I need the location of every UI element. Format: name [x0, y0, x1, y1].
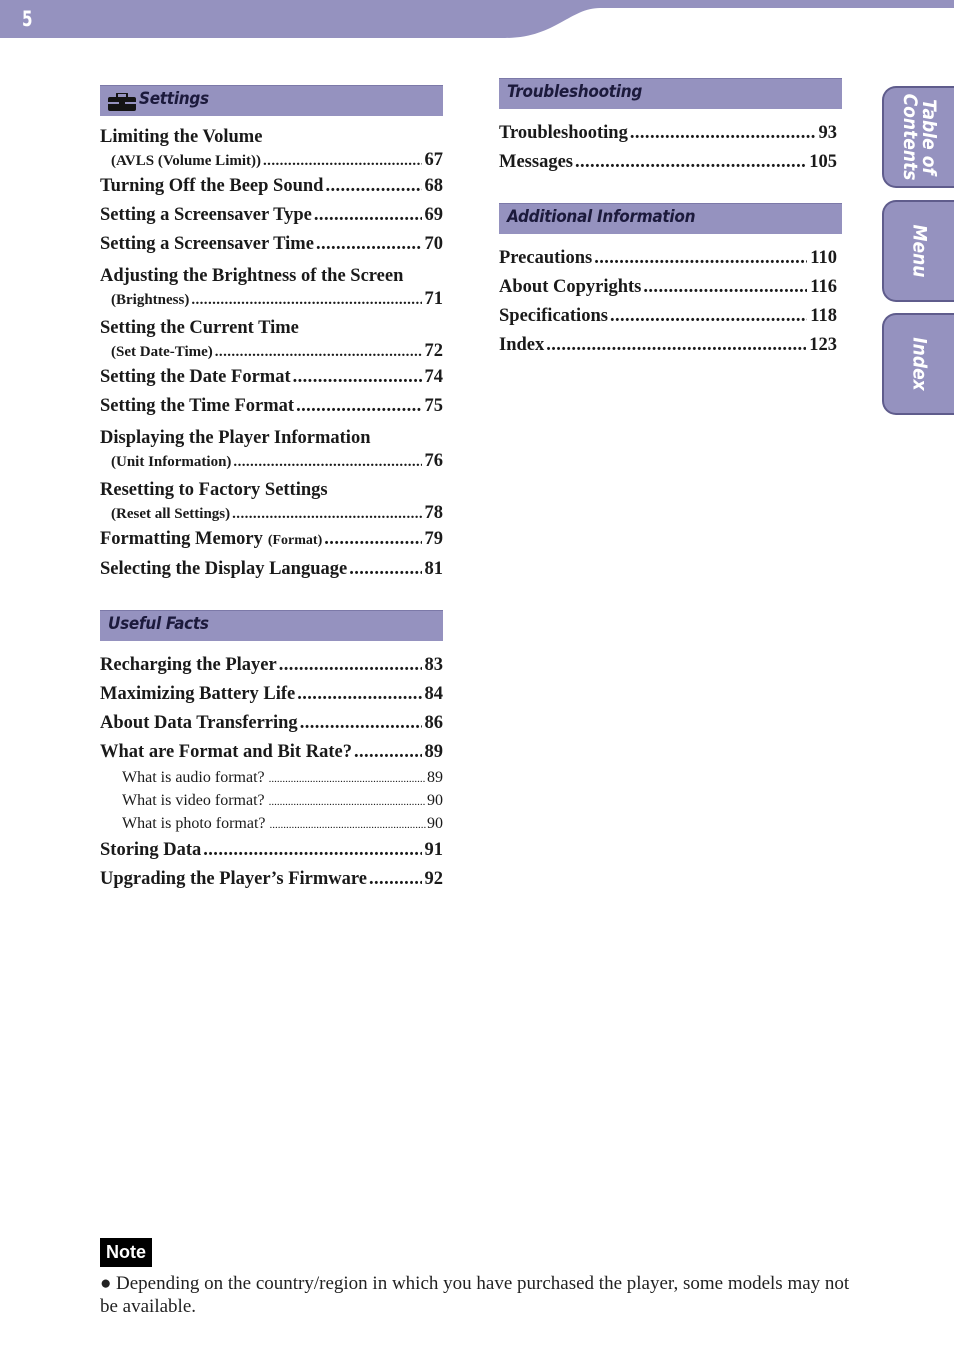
toc-subentry-page: 90: [427, 792, 443, 809]
toc-entry-page: 110: [810, 248, 837, 268]
toc-entry-page: 105: [809, 152, 837, 172]
dot-leader: [279, 651, 422, 680]
toc-entry[interactable]: [100, 427, 443, 473]
toc-entry-line: [499, 119, 837, 148]
toc-entry-title-line: [100, 479, 443, 502]
toc-entry-page: 69: [424, 205, 443, 225]
dot-leader: [314, 201, 422, 230]
dot-leader: [300, 709, 422, 738]
toc-entry[interactable]: [100, 865, 443, 894]
toc-entry[interactable]: [100, 680, 443, 709]
toc-entry-title: Setting a Screensaver Type: [100, 205, 312, 225]
toc-entry-page: 67: [424, 150, 443, 170]
toc-subentry[interactable]: [100, 767, 443, 790]
left-column: [100, 85, 443, 894]
toc-entry-line: [499, 273, 837, 302]
troubleshooting-section-title: Troubleshooting: [507, 82, 642, 102]
toc-entry[interactable]: [499, 244, 837, 273]
toc-entry-subtitle: (Reset all Settings): [111, 506, 231, 522]
toc-entry[interactable]: [100, 265, 443, 311]
toc-entry[interactable]: [100, 709, 443, 738]
toc-subentry[interactable]: [100, 790, 443, 813]
tab-menu-label: Menu: [908, 224, 931, 278]
toc-entry[interactable]: [499, 302, 837, 331]
toc-entry-line: [100, 709, 443, 738]
toc-entry-page: 91: [424, 840, 443, 860]
toc-entry-title-line: [100, 126, 443, 149]
toc-entry-line: [100, 836, 443, 865]
toc-subentry-title: What is photo format?: [122, 815, 266, 832]
toc-entry-page: 68: [424, 176, 443, 196]
toc-entry-title: Maximizing Battery Life: [100, 684, 296, 704]
toc-entry[interactable]: [100, 363, 443, 392]
toc-entry-page: 75: [424, 396, 443, 416]
toc-entry-page: 89: [424, 742, 443, 762]
dot-leader: [354, 738, 422, 767]
toc-entry-page: 83: [424, 655, 443, 675]
useful-facts-section-header: [100, 610, 443, 641]
toc-entry-page: 86: [424, 713, 443, 733]
toc-entry[interactable]: [100, 317, 443, 363]
settings-entries: [100, 126, 443, 584]
toc-entry-title: Setting the Current Time: [100, 318, 299, 338]
dot-leader: [293, 363, 422, 392]
top-bar: [0, 0, 954, 40]
toc-entry[interactable]: [499, 119, 837, 148]
toc-entry[interactable]: [100, 555, 443, 584]
dot-leader: [349, 555, 421, 584]
toc-entry-page: 118: [810, 306, 837, 326]
toc-entry-title: Recharging the Player: [100, 655, 277, 675]
toc-entry-title: Formatting Memory: [100, 529, 263, 549]
useful-facts-entries: [100, 651, 443, 894]
toc-entry-line: [499, 331, 837, 360]
toc-subentry-page: 90: [427, 815, 443, 832]
toc-entry-sub-line: [100, 149, 443, 172]
dot-leader: [369, 865, 422, 894]
toc-entry-title: Setting a Screensaver Time: [100, 234, 314, 254]
toc-entry-title: Precautions: [499, 248, 593, 268]
toc-entry-page: 123: [809, 335, 837, 355]
toc-entry-subtitle: (Brightness): [111, 292, 190, 308]
toc-entry-title: Setting the Date Format: [100, 367, 291, 387]
toc-entry-title: Displaying the Player Information: [100, 428, 371, 448]
toc-entry-title: Limiting the Volume: [100, 127, 263, 147]
settings-section-title: Settings: [139, 89, 209, 109]
toc-entry-sub-line: [100, 450, 443, 473]
toolbox-icon: [108, 93, 136, 116]
useful-facts-section-title: Useful Facts: [108, 614, 209, 634]
toc-entry-title: Selecting the Display Language: [100, 559, 348, 579]
dot-leader: [643, 273, 807, 302]
toc-entry[interactable]: [100, 392, 443, 421]
dot-leader: [316, 230, 422, 259]
toc-entry-title: Setting the Time Format: [100, 396, 295, 416]
toc-entry-page: 78: [424, 503, 443, 523]
toc-entry-title: What are Format and Bit Rate?: [100, 742, 352, 762]
tab-menu[interactable]: [882, 200, 954, 302]
toc-entry-page: 116: [810, 277, 837, 297]
troubleshooting-section-header: [499, 78, 842, 109]
toc-entry-page: 74: [424, 367, 443, 387]
note-badge: Note: [100, 1238, 152, 1267]
dot-leader: [610, 302, 807, 331]
toc-entry-title: About Data Transferring: [100, 713, 298, 733]
dot-leader: [263, 150, 421, 172]
toc-entry-line: [100, 865, 443, 894]
additional-info-entries: [499, 244, 837, 360]
toc-entry-title: Specifications: [499, 306, 608, 326]
toc-entry-subtitle: (Set Date-Time): [111, 344, 213, 360]
toc-entry-line: [499, 148, 837, 177]
toc-entry-title: Upgrading the Player’s Firmware: [100, 869, 367, 889]
toc-entry-subtitle: (AVLS (Volume Limit)): [111, 153, 262, 169]
toc-entry-line: [100, 525, 443, 555]
toc-entry-sub-line: [100, 502, 443, 525]
toc-entry-inline-subtitle: (Format): [267, 533, 323, 548]
tab-index[interactable]: [882, 313, 954, 415]
dot-leader: [546, 331, 806, 360]
toc-entry-page: 92: [424, 869, 443, 889]
dot-leader: [270, 815, 426, 836]
toc-entry[interactable]: [100, 172, 443, 201]
toc-entry-title: Messages: [499, 152, 573, 172]
toc-entry-sub-line: [100, 288, 443, 311]
toc-entry-title: Index: [499, 335, 545, 355]
toc-entry-line: [100, 555, 443, 584]
toc-entry[interactable]: [499, 148, 837, 177]
toc-entry-title: Storing Data: [100, 840, 202, 860]
toc-entry-page: 84: [424, 684, 443, 704]
toc-entry-title-line: [100, 317, 443, 340]
toc-subentry[interactable]: [100, 813, 443, 836]
toc-entry-page: 72: [424, 341, 443, 361]
dot-leader: [325, 172, 421, 201]
bullet-icon: ●: [100, 1273, 112, 1294]
toc-entry-line: [100, 680, 443, 709]
toc-entry[interactable]: [499, 273, 837, 302]
note-body: Depending on the country/region in which you have purchased the player, some models may not be available.: [100, 1273, 850, 1317]
right-column: [499, 78, 842, 360]
toc-entry[interactable]: [499, 331, 837, 360]
toc-subentry-title: What is audio format?: [122, 769, 265, 786]
toc-entry-title: Adjusting the Brightness of the Screen: [100, 266, 404, 286]
dot-leader: [191, 289, 421, 311]
additional-info-section-header: [499, 203, 842, 234]
toc-entry-line: [499, 244, 837, 273]
toc-entry-subtitle: (Unit Information): [111, 454, 232, 470]
dot-leader: [630, 119, 816, 148]
toc-entry[interactable]: [100, 230, 443, 259]
toc-entry[interactable]: [100, 126, 443, 172]
toc-entry[interactable]: [100, 201, 443, 230]
toc-entry-line: [100, 738, 443, 767]
toc-entry-line: [100, 392, 443, 421]
toc-entry-line: [100, 651, 443, 680]
toc-entry[interactable]: [100, 836, 443, 865]
toc-entry-line: [100, 172, 443, 201]
dot-leader: [269, 792, 426, 813]
dot-leader: [269, 769, 426, 790]
toc-entry-line: [100, 363, 443, 392]
tab-table-of-contents[interactable]: [882, 86, 954, 188]
tab-index-label: Index: [908, 337, 931, 391]
dot-leader: [575, 148, 806, 177]
dot-leader: [203, 836, 421, 865]
page-number: 5: [22, 7, 33, 31]
dot-leader: [324, 525, 421, 554]
toc-entry-title: About Copyrights: [499, 277, 642, 297]
toc-entry[interactable]: [100, 525, 443, 555]
toc-entry-title: Troubleshooting: [499, 123, 628, 143]
dot-leader: [232, 503, 421, 525]
toc-subentry-title: What is video format?: [122, 792, 265, 809]
toc-entry-page: 93: [818, 123, 837, 143]
toc-entry[interactable]: [100, 651, 443, 680]
toc-entry-page: 81: [424, 559, 443, 579]
toc-entry-page: 79: [424, 529, 443, 549]
dot-leader: [594, 244, 807, 273]
toc-entry-title-line: [100, 265, 443, 288]
tab-table-of-contents-label: Table of Contents: [899, 93, 940, 181]
toc-entry-title: Resetting to Factory Settings: [100, 480, 328, 500]
toc-subentry-page: 89: [427, 769, 443, 786]
troubleshooting-entries: [499, 119, 837, 177]
dot-leader: [215, 341, 422, 363]
toc-entry-page: 71: [424, 289, 443, 309]
dot-leader: [296, 392, 421, 421]
toc-entry-title-line: [100, 427, 443, 450]
settings-section-header: [100, 85, 443, 116]
toc-entry-line: [499, 302, 837, 331]
dot-leader: [233, 451, 421, 473]
additional-info-section-title: Additional Information: [507, 207, 696, 227]
toc-entry[interactable]: [100, 738, 443, 767]
toc-entry-page: 76: [424, 451, 443, 471]
toc-entry[interactable]: [100, 479, 443, 525]
toc-entry-page: 70: [424, 234, 443, 254]
toc-entry-title: Turning Off the Beep Sound: [100, 176, 324, 196]
toc-entry-line: [100, 230, 443, 259]
toc-entry-line: [100, 201, 443, 230]
note-text: [100, 1272, 850, 1318]
toc-entry-sub-line: [100, 340, 443, 363]
dot-leader: [297, 680, 421, 709]
